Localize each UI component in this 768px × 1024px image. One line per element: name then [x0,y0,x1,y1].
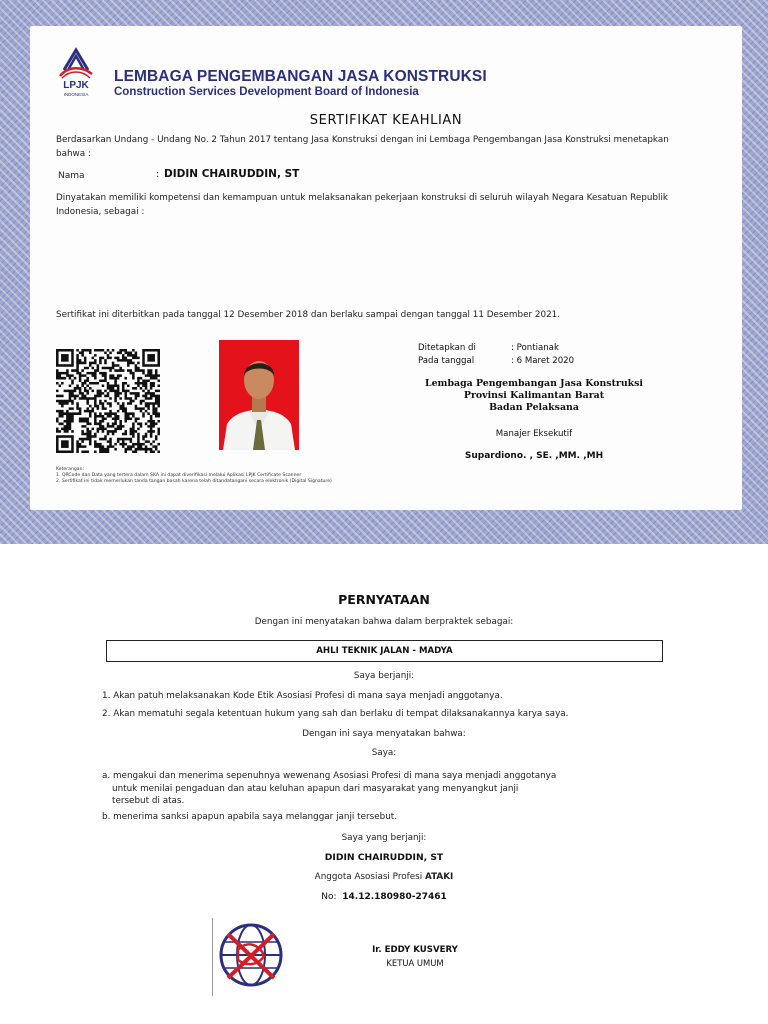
org-name-en: Construction Services Development Board of Indonesia [114,86,419,98]
svg-text:INDONESIA: INDONESIA [63,92,89,97]
holder-name: DIDIN CHAIRUDDIN, ST [164,168,300,180]
notes: Keterangan: 1. QRCode dan Data yang tertera dalam SKA ini dapat diverifikasi melalui Aplikasi LPJK Certificate Scanner 2. Sertifikat ini tidak memerlukan tanda tangan basah karena telah ditandatangani secara elektronik (Digital Signature) [56,467,332,484]
promise-item-1: 1. Akan patuh melaksanakan Kode Etik Asosiasi Profesi di mana saya menjadi anggotanya. [102,691,503,701]
intro-text: Berdasarkan Undang - Undang No. 2 Tahun 2017 tentang Jasa Konstruksi dengan ini Lembaga Pengembangan Jasa Konstruksi menetapkan bahwa : [56,135,669,159]
name-label: Nama [58,171,85,181]
statement-intro: Dengan ini menyatakan bahwa dalam berpraktek sebagai: [254,617,514,627]
certificate-title: SERTIFIKAT KEAHLIAN [309,113,463,128]
promise-item-2: 2. Akan mematuhi segala ketentuan hukum yang sah dan berlaku di tempat dilaksanakannya karya saya. [102,709,569,719]
holder-photo [219,340,299,450]
statement-title: PERNYATAAN [338,592,430,607]
promise-heading: Saya berjanji: [353,671,415,681]
name-separator: : [156,169,160,180]
promiser-label: Saya yang berjanji: [341,833,427,843]
certificate-panel [30,26,742,510]
set-at-value: : Pontianak [511,343,559,353]
declared-text: Dinyatakan memiliki kompetensi dan kemampuan untuk melaksanakan pekerjaan konstruksi di seluruh wilayah Negara Kesatuan Republik Indonesia, sebagai : [56,193,669,217]
chair-name: Ir. EDDY KUSVERY [372,945,458,955]
member-number-line: No: 14.12.180980-27461 [321,892,447,902]
signer-role: Manajer Eksekutif [495,429,573,439]
emblem-divider [212,918,213,996]
declare-item-a: a. mengakui dan menerima sepenuhnya wewenang Asosiasi Profesi di mana saya menjadi anggotanya untuk menilai pengaduan dan atau keluhan apapun dari masyarakat yang menyangkut janji tersebut di atas. [102,771,557,806]
saya-heading: Saya: [371,748,397,758]
set-at-label: Ditetapkan di [418,343,476,353]
ataki-emblem [216,920,286,990]
chair-title: KETUA UMUM [386,958,444,968]
org-name: LEMBAGA PENGEMBANGAN JASA KONSTRUKSI [114,68,487,85]
svg-text:LPJK: LPJK [63,80,89,91]
declare-item-b: b. menerima sanksi apapun apabila saya melanggar janji tersebut. [102,812,398,822]
signer-name: Supardiono. , SE. ,MM. ,MH [464,451,604,461]
issuer-block: Lembaga Pengembangan Jasa Konstruksi Provinsi Kalimantan Barat Badan Pelaksana [424,378,643,413]
membership-line: Anggota Asosiasi Profesi ATAKI [314,872,454,882]
issued-text: Sertifikat ini diterbitkan pada tanggal 12 Desember 2018 dan berlaku sampai dengan tanggal 11 Desember 2021. [56,310,561,320]
qr-code [56,349,160,453]
date-label: Pada tanggal [418,356,475,366]
promiser-name: DIDIN CHAIRUDDIN, ST [324,852,444,863]
qualification-box: AHLI TEKNIK JALAN - MADYA [106,640,663,662]
date-value: : 6 Maret 2020 [511,356,575,366]
lpjk-logo [54,40,98,98]
declare-heading: Dengan ini saya menyatakan bahwa: [302,729,466,739]
